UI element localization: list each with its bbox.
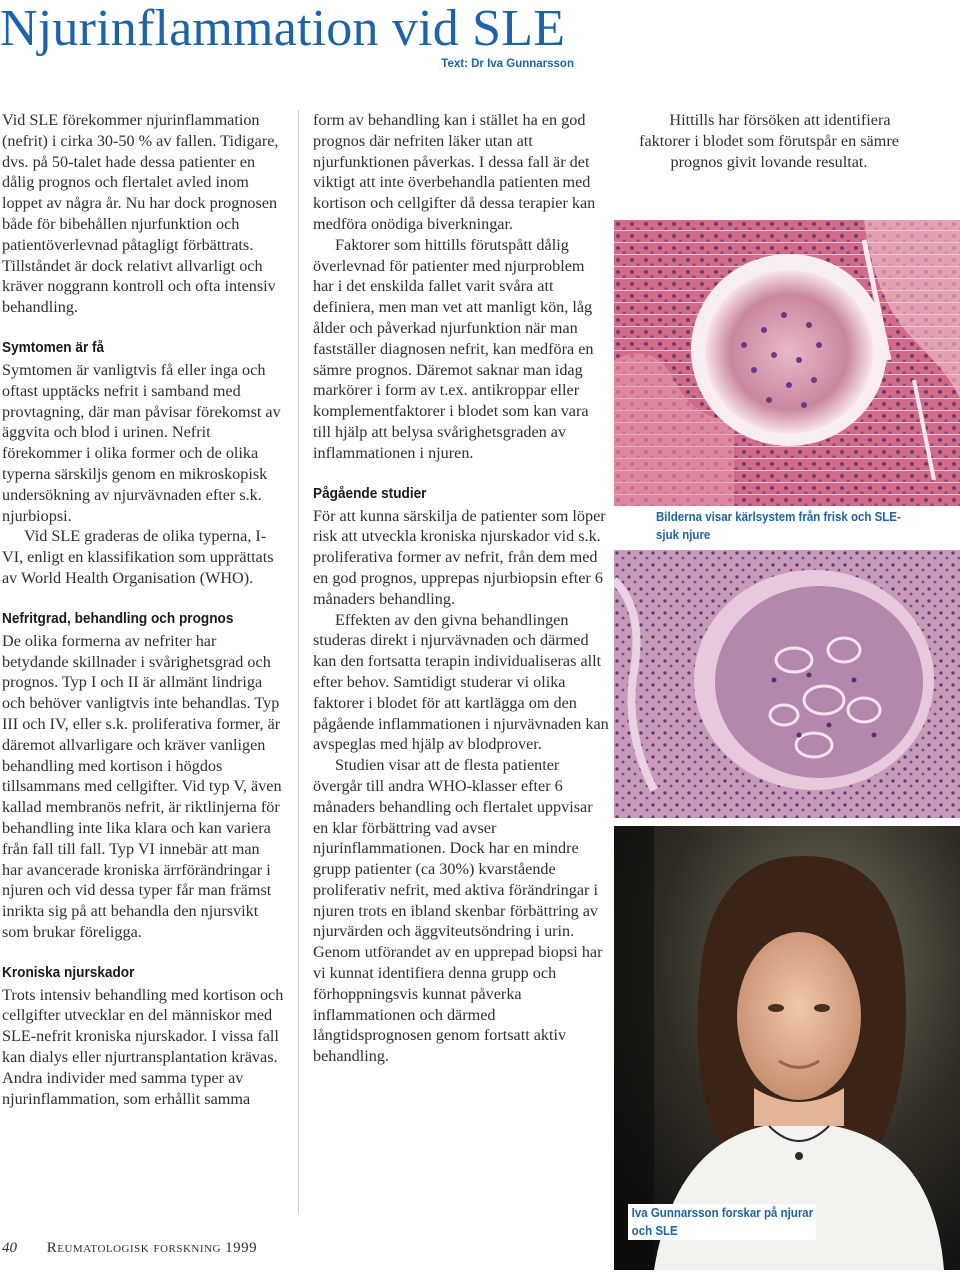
text-column-2 — [313, 110, 609, 1067]
paragraph: Trots intensiv behandling med kortison och cellgifter utvecklar en del människor med SLE-nefrit kroniska njurskador. I vissa fall kan dialys eller njurtransplantation krävas. Andra individer med samma typer av njurinflammation, som erhållit samma — [2, 985, 284, 1108]
microscopy-image-sle — [614, 550, 960, 818]
section-heading-studies: Pågående studier — [313, 485, 427, 502]
section-heading-symptoms: Symtomen är få — [2, 339, 105, 356]
page-number: 40 — [2, 1240, 17, 1256]
article-title: Njurinflammation vid SLE — [0, 0, 566, 57]
portrait-caption: Iva Gunnarsson forskar på njurar och SLE — [628, 1204, 816, 1240]
paragraph: Hittills har försöken att identifiera faktorer i blodet som förutspår en sämre prognos givit lovande resultat. — [639, 111, 899, 171]
paragraph: Faktorer som hittills förutspått dålig överlevnad för patienter med njurproblem har i det enskilda fallet varit svåra att definiera, men man vet att manligt kön, låg ålder och påverkad njurfunktion när man fastställer diagnosen nefrit, kan medföra en sämre prognos. Däremot saknar man idag markörer i form av t.ex. antikroppar eller komplementfaktorer i blodet som kan vara till hjälp att belysa svårighetsgraden av inflammationen i njuren. — [313, 235, 594, 462]
paragraph: form av behandling kan i stället ha en god prognos där nefriten läker utan att njurfunktionen påverkas. I dessa fall är det viktigt att inte överbehandla patienten med kortison och cellgifter då dessa terapier kan medföra onödiga biverkningar. — [313, 111, 596, 233]
paragraph: För att kunna särskilja de patienter som löper risk att utveckla kroniska njurskador vid s.k. proliferativa former av nefrit, från dem med en god prognos, upprepas njurbiopsin efter 6 månaders behandling. — [313, 506, 606, 608]
paragraph: Studien visar att de flesta patienter övergår till andra WHO-klasser efter 6 månaders behandling och flertalet uppvisar en klar förbättring vad avser njurinflammationen. Dock har en mindre grupp patienter (ca 30%) kvarstående proliferativ nefrit, med aktiva förändringar i njuren trots en ibland skenbar förbättring av njurvärden och äggviteutsöndring i urin. Genom utförandet av en upprepad biopsi har vi kunnat identifiera denna grupp och förhoppningsvis kunnat påverka inflammationen och därmed långtidsprognosen genom fortsatt aktiv behandling. — [313, 756, 603, 1066]
microscopy-caption: Bilderna visar kärlsystem från frisk och SLE-sjuk njure — [656, 508, 923, 544]
page-footer — [2, 1240, 257, 1257]
tissue-illustration — [614, 550, 960, 818]
section-heading-grade: Nefritgrad, behandling och prognos — [2, 610, 234, 627]
paragraph: De olika formerna av nefriter har betydande skillnader i svårighetsgrad och prognos. Typ I och II är allmänt lindriga och behöver vanligtvis inte behandlas. Typ III och IV, eller s.k. proliferativa former, är däremot allvarligare och kräver vanligen behandling med kortison i högdos tillsammans med cellgifter. Vid typ V, även kallad membranös nefrit, är riktlinjerna för behandling inte lika klara och kan variera från fall till fall. Typ VI innebär att man har avancerade kroniska ärrförändringar i njuren och vid dessa typer får man främst inrikta sig på att behandla den njursvikt som brukar föreligga. — [2, 631, 282, 941]
paragraph: Effekten av den givna behandlingen studeras direkt i njurvävnaden och därmed kan den fortsatta terapin individualiseras allt efter behov. Samtidigt studerar vi olika faktorer i blodet för att kartlägga om den pågående inflammationen i njurvävnaden kan avspeglas med hjälp av blodprover. — [313, 610, 609, 754]
tissue-illustration — [614, 220, 960, 506]
text-column-3 — [624, 110, 914, 172]
paragraph: Vid SLE graderas de olika typerna, I-VI, enligt en klassifikation som upprättats av World Health Organisation (WHO). — [2, 527, 274, 587]
paragraph: Vid SLE förekommer njurinflammation (nefrit) i cirka 30-50 % av fallen. Tidigare, dvs. på 50-talet hade dessa patienter en dålig prognos och flertalet avled inom loppet av några år. Nu har dock prognosen både för bibehållen njurfunktion och patientöverlevnad påtagligt förbättrats. Tillståndet är dock relativt allvarligt och kräver noggrann kontroll och ofta intensiv behandling. — [2, 111, 279, 317]
paragraph: Symtomen är vanligtvis få eller inga och oftast upptäcks nefrit i samband med provtagning, där man påvisar förekomst av äggvita och blod i urinen. Nefrit förekommer i olika former och de olika typerna särskiljs genom en mikroskopisk undersökning av njurvävnaden efter s.k. njurbiopsi. — [2, 360, 281, 525]
author-byline: Text: Dr Iva Gunnarsson — [441, 58, 574, 70]
section-heading-damage: Kroniska njurskador — [2, 964, 135, 981]
microscopy-image-healthy — [614, 220, 960, 506]
text-column-1 — [2, 110, 284, 1109]
column-divider — [298, 110, 299, 1214]
journal-name: Reumatologisk forskning 1999 — [46, 1240, 258, 1256]
